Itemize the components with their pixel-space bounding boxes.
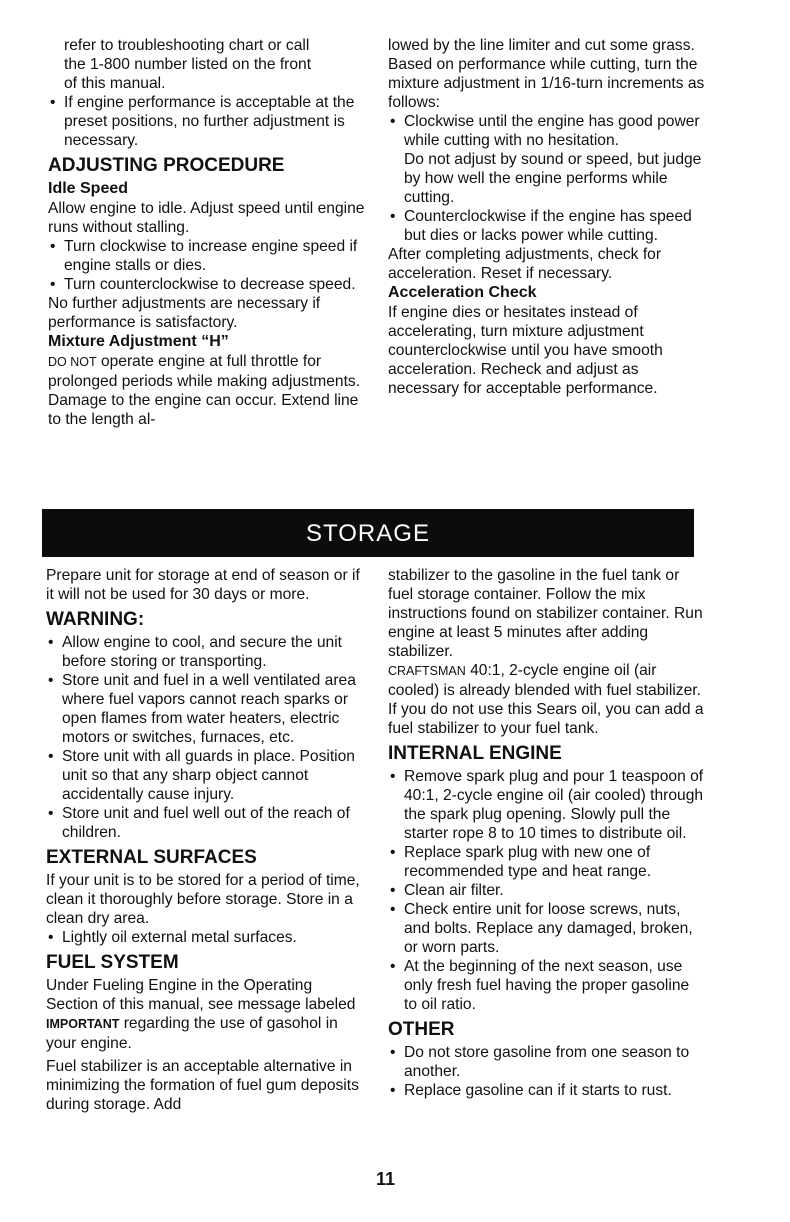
idle-after-text: No further adjustments are necessary if performance is satisfactory. [48, 295, 321, 331]
acceleration-check-text: If engine dies or hesitates instead of accelerating, turn mixture adjustment counterclockwise until you have smooth acceleration. Recheck and adjust as necessary for acceptable performance. [388, 304, 663, 397]
warning-bullet: • Allow engine to cool, and secure the unit before storing or transporting. [46, 633, 366, 671]
fuel-stabilizer-text: Fuel stabilizer is an acceptable alternative in minimizing the formation of fuel gum deposits during storage. Add [46, 1058, 359, 1113]
acceleration-check-heading: Acceleration Check [388, 284, 537, 301]
internal-bullet: • Replace spark plug with new one of recommended type and heat range. [388, 843, 706, 881]
fuel-system-heading: FUEL SYSTEM [46, 952, 179, 973]
adjusting-procedure-heading: ADJUSTING PROCEDURE [48, 155, 285, 176]
storage-intro: Prepare unit for storage at end of season or if it will not be used for 30 days or more. [46, 567, 360, 603]
other-heading: OTHER [388, 1019, 455, 1040]
internal-bullet: • Remove spark plug and pour 1 teaspoon of 40:1, 2-cycle engine oil (air cooled) through the spark plug opening. Slowly pull the starter rope 8 to 10 times to distribute oil. [388, 767, 706, 843]
idle-speed-text: Allow engine to idle. Adjust speed until engine runs without stalling. [48, 200, 365, 236]
internal-engine-heading: INTERNAL ENGINE [388, 743, 562, 764]
internal-bullet: • Clean air filter. [388, 881, 706, 900]
bullet-counterclockwise: • Counterclockwise if the engine has speed but dies or lacks power while cutting. [388, 207, 706, 245]
bullet-performance: • If engine performance is acceptable at the preset positions, no further adjustment is necessary. [48, 93, 370, 150]
internal-bullet: • At the beginning of the next season, use only fresh fuel having the proper gasoline to oil ratio. [388, 957, 706, 1014]
other-bullet: • Do not store gasoline from one season to another. [388, 1043, 706, 1081]
stabilizer-continued-text: stabilizer to the gasoline in the fuel tank or fuel storage container. Follow the mix instructions found on stabilizer container. Run engine at least 5 minutes after adding stabilizer. [388, 567, 703, 660]
other-bullet: • Replace gasoline can if it starts to rust. [388, 1081, 706, 1100]
continued-text: refer to troubleshooting chart or call the 1-800 number listed on the front of this manual. [64, 37, 312, 92]
warning-bullet: • Store unit and fuel well out of the reach of children. [46, 804, 366, 842]
craftsman-oil-text: CRAFTSMAN 40:1, 2-cycle engine oil (air cooled) is already blended with fuel stabilizer. If you do not use this Sears oil, you can add a fuel stabilizer to your fuel tank. [388, 662, 704, 737]
bullet-clockwise: • Clockwise until the engine has good power while cutting with no hesitation. [388, 112, 706, 150]
idle-speed-heading: Idle Speed [48, 180, 129, 197]
top-left-column [48, 36, 370, 429]
external-surfaces-heading: EXTERNAL SURFACES [46, 847, 257, 868]
fuel-system-text: Under Fueling Engine in the Operating Section of this manual, see message labeled IMPORTANT regarding the use of gasohol in your engine. [46, 977, 356, 1052]
idle-bullet: • Turn counterclockwise to decrease speed. [48, 275, 370, 294]
internal-bullet: • Check entire unit for loose screws, nuts, and bolts. Replace any damaged, broken, or worn parts. [388, 900, 706, 957]
continued-text: lowed by the line limiter and cut some grass. Based on performance while cutting, turn the mixture adjustment in 1/16-turn increments as follows: [388, 37, 705, 111]
page-number: 11 [376, 1169, 396, 1189]
idle-bullet: • Turn clockwise to increase engine speed if engine stalls or dies. [48, 237, 370, 275]
external-surfaces-text: If your unit is to be stored for a period of time, clean it thoroughly before storage. Store in a clean dry area. [46, 872, 360, 927]
warning-heading: WARNING: [46, 609, 145, 630]
storage-right-column [388, 566, 706, 1100]
external-bullet: • Lightly oil external metal surfaces. [46, 928, 366, 947]
clockwise-note: Do not adjust by sound or speed, but judge by how well the engine performs while cutting. [404, 151, 702, 206]
warning-bullet: • Store unit with all guards in place. Position unit so that any sharp object cannot accidentally cause injury. [46, 747, 366, 804]
mixture-adjustment-heading: Mixture Adjustment “H” [48, 333, 229, 350]
storage-left-column [46, 566, 366, 1114]
after-adjustments-text: After completing adjustments, check for acceleration. Reset if necessary. [388, 246, 662, 282]
storage-banner: STORAGE [42, 509, 694, 557]
warning-bullet: • Store unit and fuel in a well ventilated area where fuel vapors cannot reach sparks or open flames from water heaters, electric motors or switches, furnaces, etc. [46, 671, 366, 747]
mixture-text: DO NOT operate engine at full throttle for prolonged periods while making adjustments. Damage to the engine can occur. Extend line to the length al- [48, 353, 361, 428]
top-right-column [388, 36, 706, 398]
